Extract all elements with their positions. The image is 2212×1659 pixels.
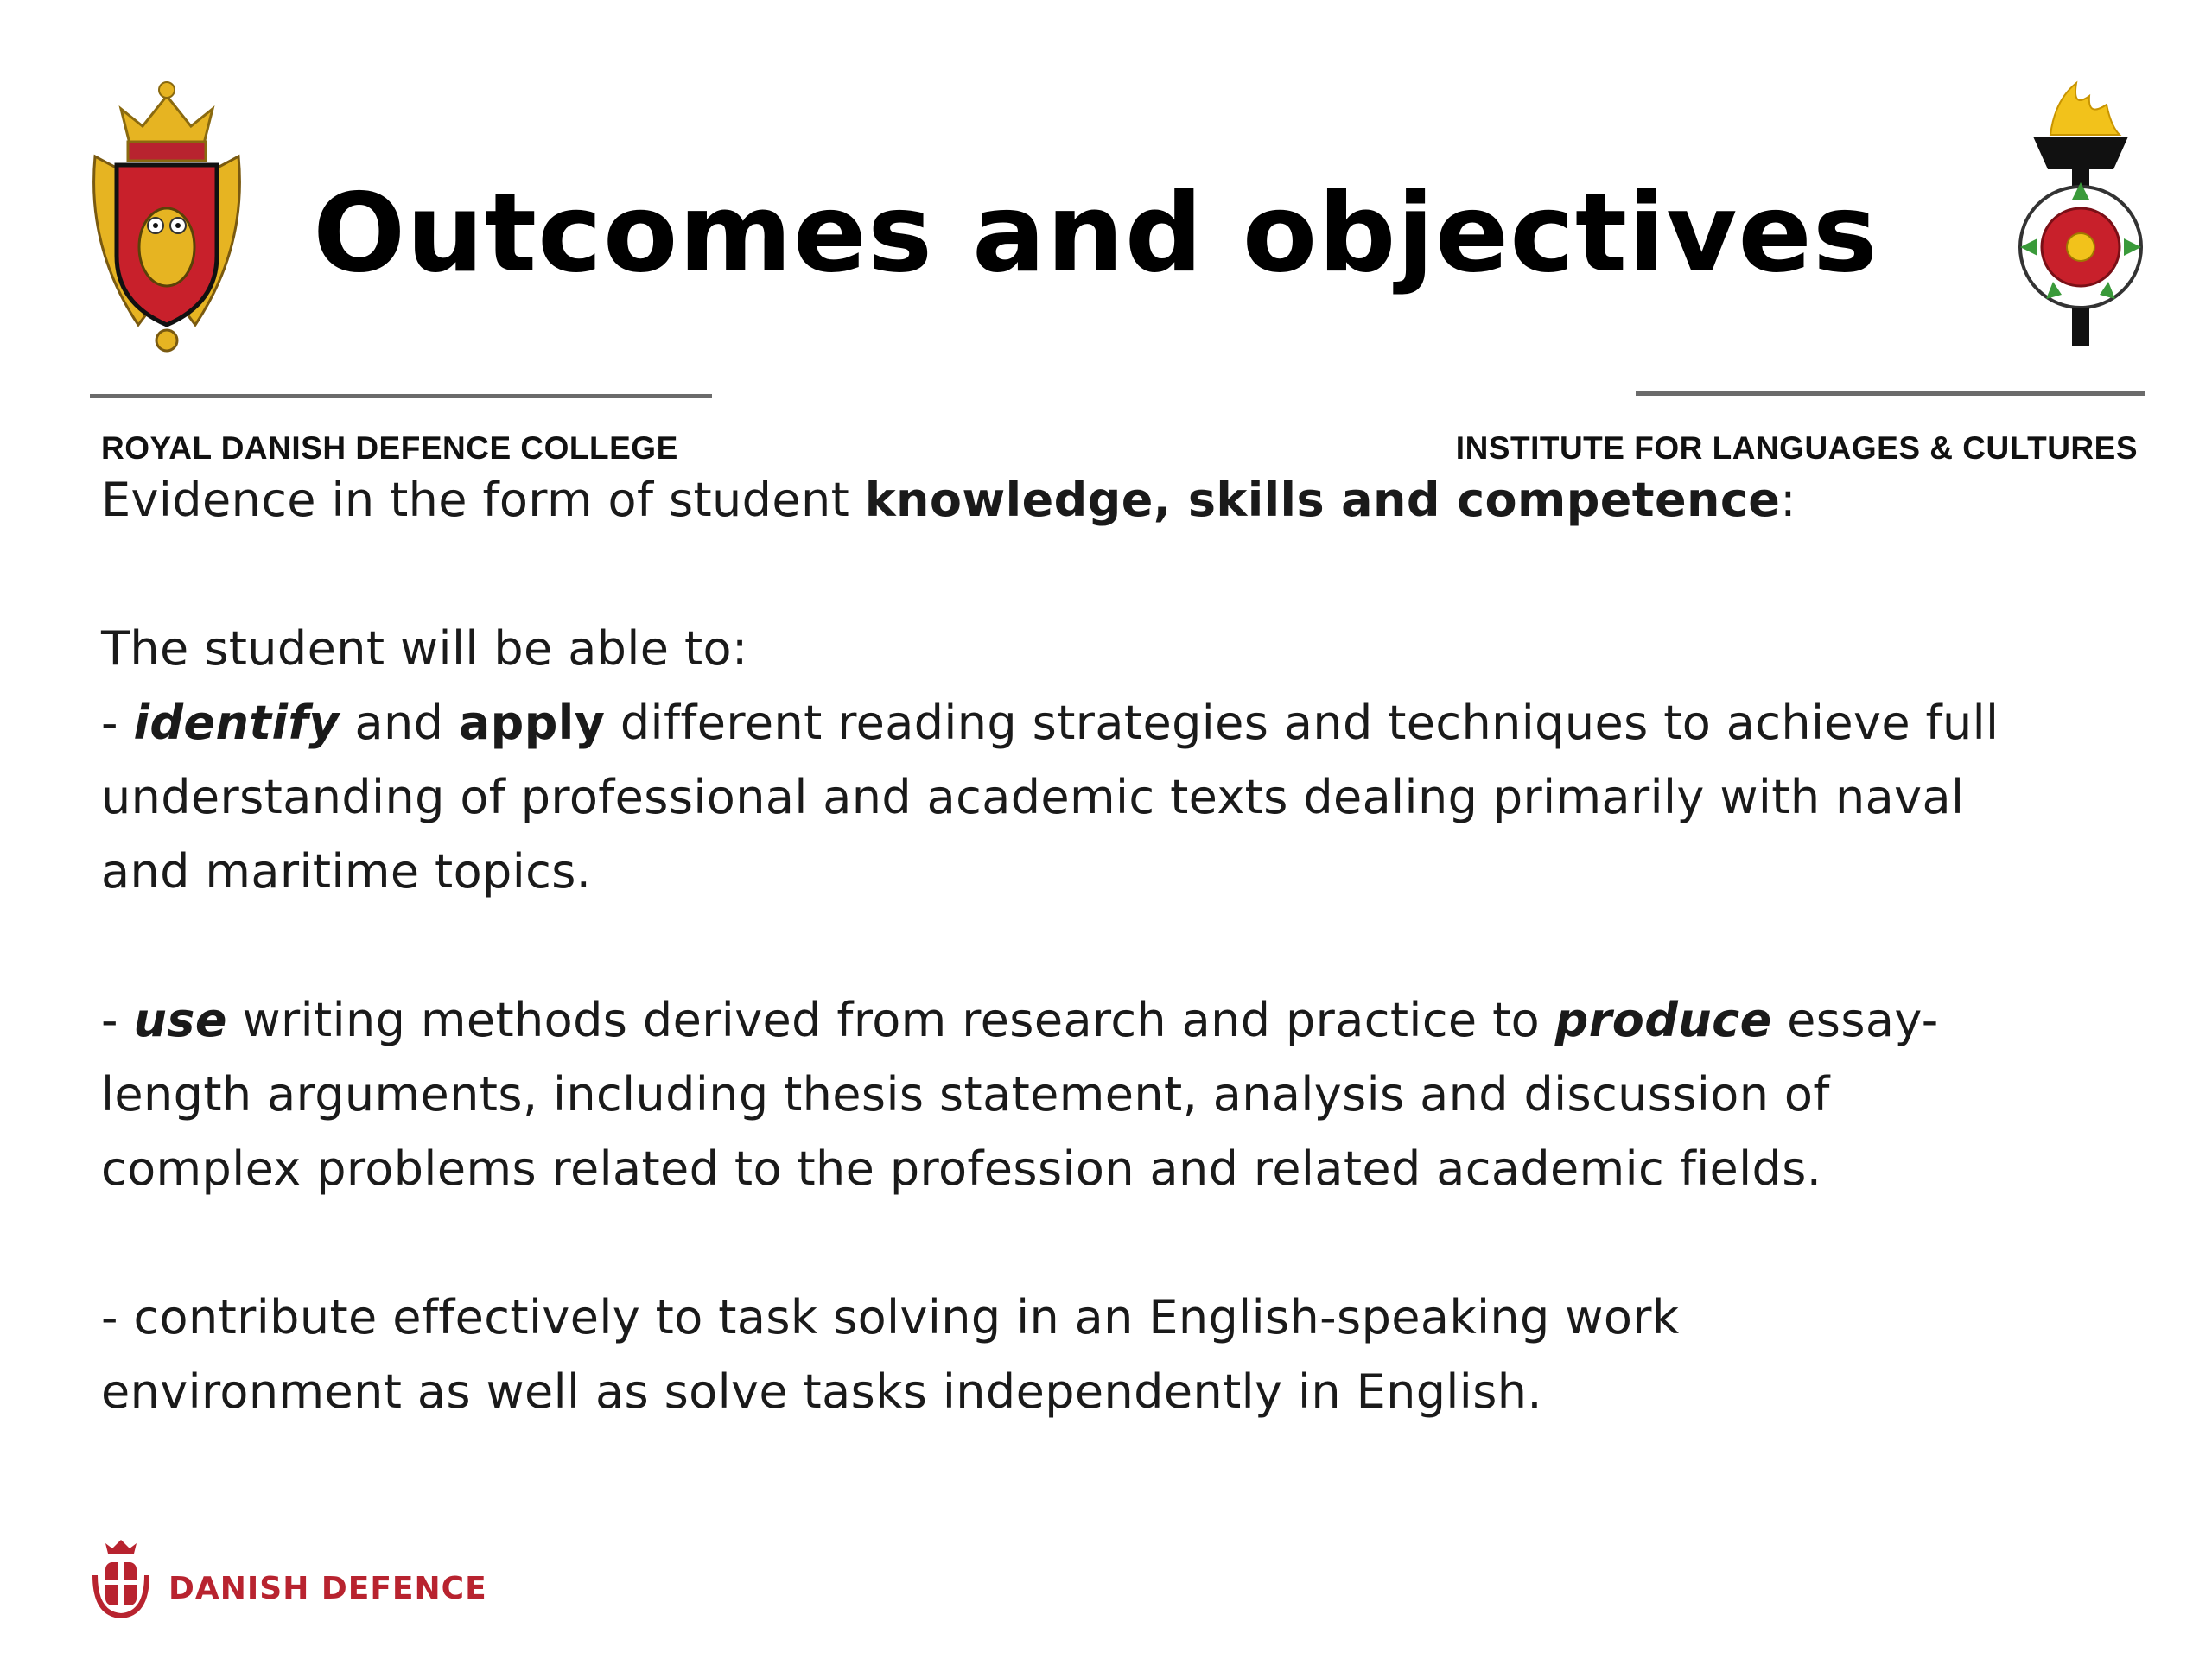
- footer-brand-text: DANISH DEFENCE: [168, 1571, 487, 1606]
- lead-line: The student will be able to:: [101, 621, 748, 676]
- slide-body: [101, 463, 2158, 1429]
- intro-line: Evidence in the form of student knowledge, skills and competence:: [101, 473, 1796, 527]
- org-name-left: ROYAL DANISH DEFENCE COLLEGE: [101, 430, 678, 466]
- objective-reading: - identify and apply different reading strategies and techniques to achieve full understanding of professional and academic texts dealing primarily with naval and maritime topics.: [101, 696, 1999, 899]
- header-divider-left: [90, 394, 712, 398]
- header-divider-right: [1636, 391, 2145, 396]
- org-name-right: INSTITUTE FOR LANGUAGES & CULTURES: [1455, 430, 2138, 466]
- objective-writing: - use writing methods derived from research and practice to produce essay- length arguments, including thesis statement, analysis and discussion of complex problems related to the profession and related academic fields.: [101, 993, 1939, 1196]
- page-title: Outcomes and objectives: [313, 169, 1878, 296]
- objective-teamwork: - contribute effectively to task solving in an English-speaking work environment as well as solve tasks independently in English.: [101, 1290, 1680, 1419]
